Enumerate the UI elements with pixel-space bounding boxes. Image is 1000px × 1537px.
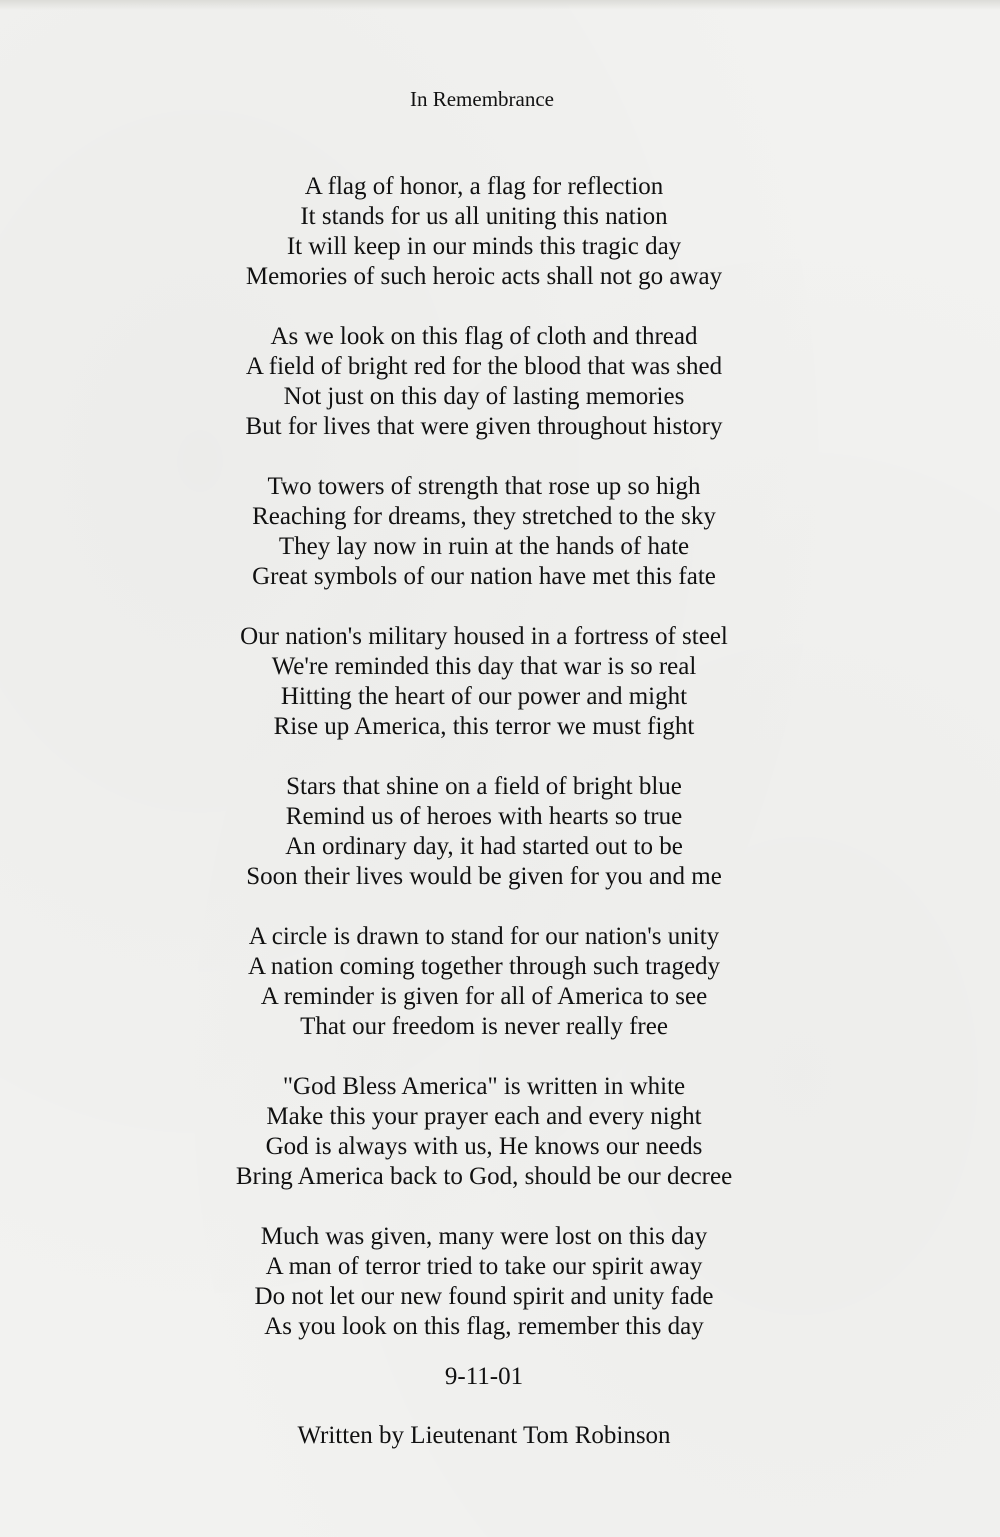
- stanza-6: [0, 922, 984, 1042]
- stanza-5: [0, 772, 984, 892]
- poem-line: Hitting the heart of our power and might: [280, 683, 688, 710]
- poem-line: As we look on this flag of cloth and thread: [270, 323, 698, 350]
- poem-line: Make this your prayer each and every night: [266, 1103, 702, 1130]
- stanza-8: [0, 1222, 984, 1342]
- poem-line: Great symbols of our nation have met this fate: [252, 563, 716, 590]
- poem-line: A man of terror tried to take our spirit away: [265, 1253, 703, 1280]
- poem-line: But for lives that were given throughout history: [245, 413, 723, 440]
- poem-line: A circle is drawn to stand for our nation's unity: [248, 923, 720, 950]
- poem-line: Remind us of heroes with hearts so true: [285, 803, 683, 830]
- poem-line: We're reminded this day that war is so real: [271, 653, 697, 680]
- poem-line: Bring America back to God, should be our decree: [235, 1163, 733, 1190]
- poem-line: Soon their lives would be given for you and me: [246, 863, 722, 890]
- poem-line: Stars that shine on a field of bright blue: [286, 773, 682, 800]
- poem-line: Two towers of strength that rose up so high: [267, 473, 701, 500]
- poem-line: Rise up America, this terror we must fight: [273, 713, 695, 740]
- poem-line: As you look on this flag, remember this day: [264, 1313, 704, 1340]
- poem-line: Reaching for dreams, they stretched to the sky: [252, 503, 716, 530]
- poem-date: 9-11-01: [444, 1363, 524, 1390]
- poem-line: They lay now in ruin at the hands of hate: [278, 533, 690, 560]
- poem-line: A field of bright red for the blood that was shed: [245, 353, 723, 380]
- stanza-2: [0, 322, 984, 442]
- stanza-1: [0, 172, 984, 292]
- poem-line: A nation coming together through such tragedy: [247, 953, 721, 980]
- poem-line: Memories of such heroic acts shall not go away: [245, 263, 723, 290]
- poem-line: Much was given, many were lost on this day: [260, 1223, 708, 1250]
- poem-line: "God Bless America" is written in white: [282, 1073, 686, 1100]
- poem-line: A flag of honor, a flag for reflection: [304, 173, 664, 200]
- poem-line: It will keep in our minds this tragic day: [286, 233, 682, 260]
- author-byline: Written by Lieutenant Tom Robinson: [297, 1422, 671, 1449]
- stanza-7: [0, 1072, 984, 1192]
- poem-line: A reminder is given for all of America to see: [260, 983, 708, 1010]
- poem-line: Our nation's military housed in a fortress of steel: [240, 623, 728, 650]
- poem-line: An ordinary day, it had started out to be: [285, 833, 683, 860]
- poem-line: It stands for us all uniting this nation: [300, 203, 668, 230]
- poem-line: That our freedom is never really free: [300, 1013, 668, 1040]
- stanza-3: [0, 472, 984, 592]
- page-top-edge: [0, 0, 1000, 10]
- poem-line: Not just on this day of lasting memories: [283, 383, 685, 410]
- poem-line: God is always with us, He knows our needs: [265, 1133, 703, 1160]
- poem-line: Do not let our new found spirit and unity fade: [254, 1283, 714, 1310]
- stanza-4: [0, 622, 984, 742]
- poem-body: [0, 172, 984, 1372]
- poem-title: In Remembrance: [409, 87, 555, 111]
